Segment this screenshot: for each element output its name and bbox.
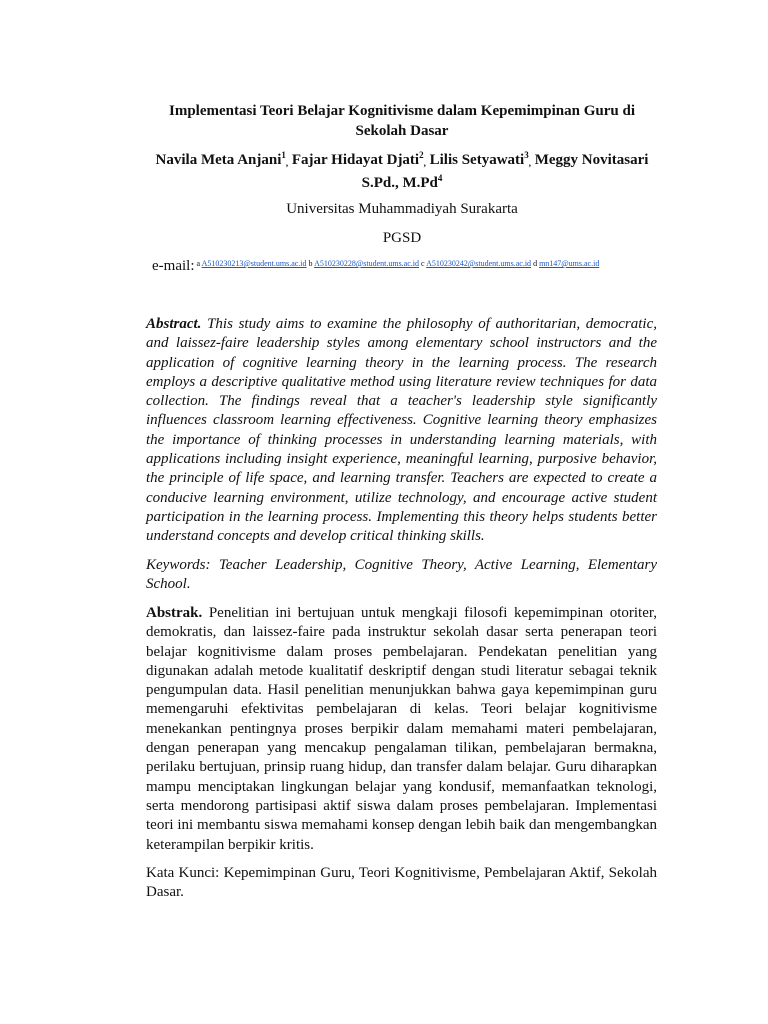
author-name: Lilis Setyawati [429, 152, 525, 168]
abstract-indonesian [146, 604, 657, 855]
abstract-indonesian-text: Penelitian ini bertujuan untuk mengkaji filosofi kepemimpinan otoriter, demokratis, dan laissez-faire pada instruktur sekolah dasar serta penerapan teori belajar kognitivisme dalam proses pembelajaran. Pendekatan penelitian yang digunakan adalah metode kualitatif deskriptif dengan studi literatur sebagai teknik pengumpulan data. Hasil penelitian menunjukkan bahwa gaya kepemimpinan guru memengaruhi efektivitas pembelajaran di kelas. Teori belajar kognitivisme menekankan pentingnya proses berpikir dalam memahami materi pembelajaran, dengan penerapan yang mencakup pengalaman tilikan, pembelajaran bermakna, perilaku bertujuan, prinsip ruang hidup, dan transfer dalam belajar. Guru diharapkan mampu menciptakan lingkungan belajar yang kondusif, memanfaatkan teknologi, serta mendorong partisipasi aktif siswa dalam proses pembelajaran. Implementasi teori ini membantu siswa memahami konsep dengan lebih baik dan mengembangkan keterampilan berpikir kritis. [146, 605, 657, 853]
author-affiliation-mark: 4 [437, 173, 443, 183]
paper-title [140, 101, 664, 141]
affiliation-program: PGSD [382, 230, 422, 246]
keywords-english: Keywords: Teacher Leadership, Cognitive Theory, Active Learning, Elementary School. [146, 557, 657, 593]
email-marker: c [421, 259, 425, 268]
affiliation-university: Universitas Muhammadiyah Surakarta [286, 201, 518, 217]
authors-line-1: Navila Meta Anjani$^1$, Fajar Hidayat Djati$^2$, Lilis Setyawati$^3$, Meggy Novitasari [155, 150, 649, 168]
author-affiliation-mark: 3 [524, 150, 529, 160]
abstract-english [146, 315, 657, 547]
abstract-english-text: This study aims to examine the philosophy of authoritarian, democratic, and laissez-faire leadership styles among elementary school instructors and the application of cognitive learning theory in the learning process. The research employs a descriptive qualitative method using literature review techniques for data collection. The findings reveal that a teacher's leadership style significantly influences classroom learning effectiveness. Cognitive learning theory emphasizes the importance of thinking processes in understanding learning materials, with applications including insight experience, meaningful learning, purposive behavior, the principle of life space, and learning transfer. Teachers are expected to create a conducive learning environment, utilize technology, and encourage active student participation in the learning process. Implementing this theory helps students better understand concepts and develop critical thinking skills. [146, 316, 658, 545]
abstract-indonesian-heading: Abstrak. [146, 605, 203, 621]
abstract-english-heading: Abstract. [146, 316, 202, 332]
email-link[interactable]: A510230213@student.ums.ac.id [201, 259, 307, 268]
email-link[interactable]: mn147@ums.ac.id [539, 259, 600, 268]
author-name: Navila Meta Anjani [155, 152, 282, 168]
email-link[interactable]: A510230228@student.ums.ac.id [314, 259, 420, 268]
author-name: Fajar Hidayat Djati [291, 152, 420, 168]
email-marker: d [533, 259, 538, 268]
author-degree: S.Pd., M.Pd [361, 175, 438, 191]
email-marker: b [308, 259, 313, 268]
authors-line-2 [140, 173, 664, 193]
title-line-2: Sekolah Dasar [355, 123, 449, 139]
author-list [140, 150, 664, 193]
author-name: Meggy Novitasari [534, 152, 649, 168]
email-line [152, 256, 600, 274]
author-affiliation-mark: 1 [281, 150, 286, 160]
keywords-indonesian: Kata Kunci: Kepemimpinan Guru, Teori Kognitivisme, Pembelajaran Aktif, Sekolah Dasar. [146, 865, 657, 901]
email-link[interactable]: A510230242@student.ums.ac.id [426, 259, 532, 268]
email-marker: a [196, 259, 201, 268]
author-affiliation-mark: 2 [419, 150, 424, 160]
title-line-1: Implementasi Teori Belajar Kognitivisme dalam Kepemimpinan Guru di [169, 103, 635, 119]
email-label: e-mail: [152, 258, 195, 274]
